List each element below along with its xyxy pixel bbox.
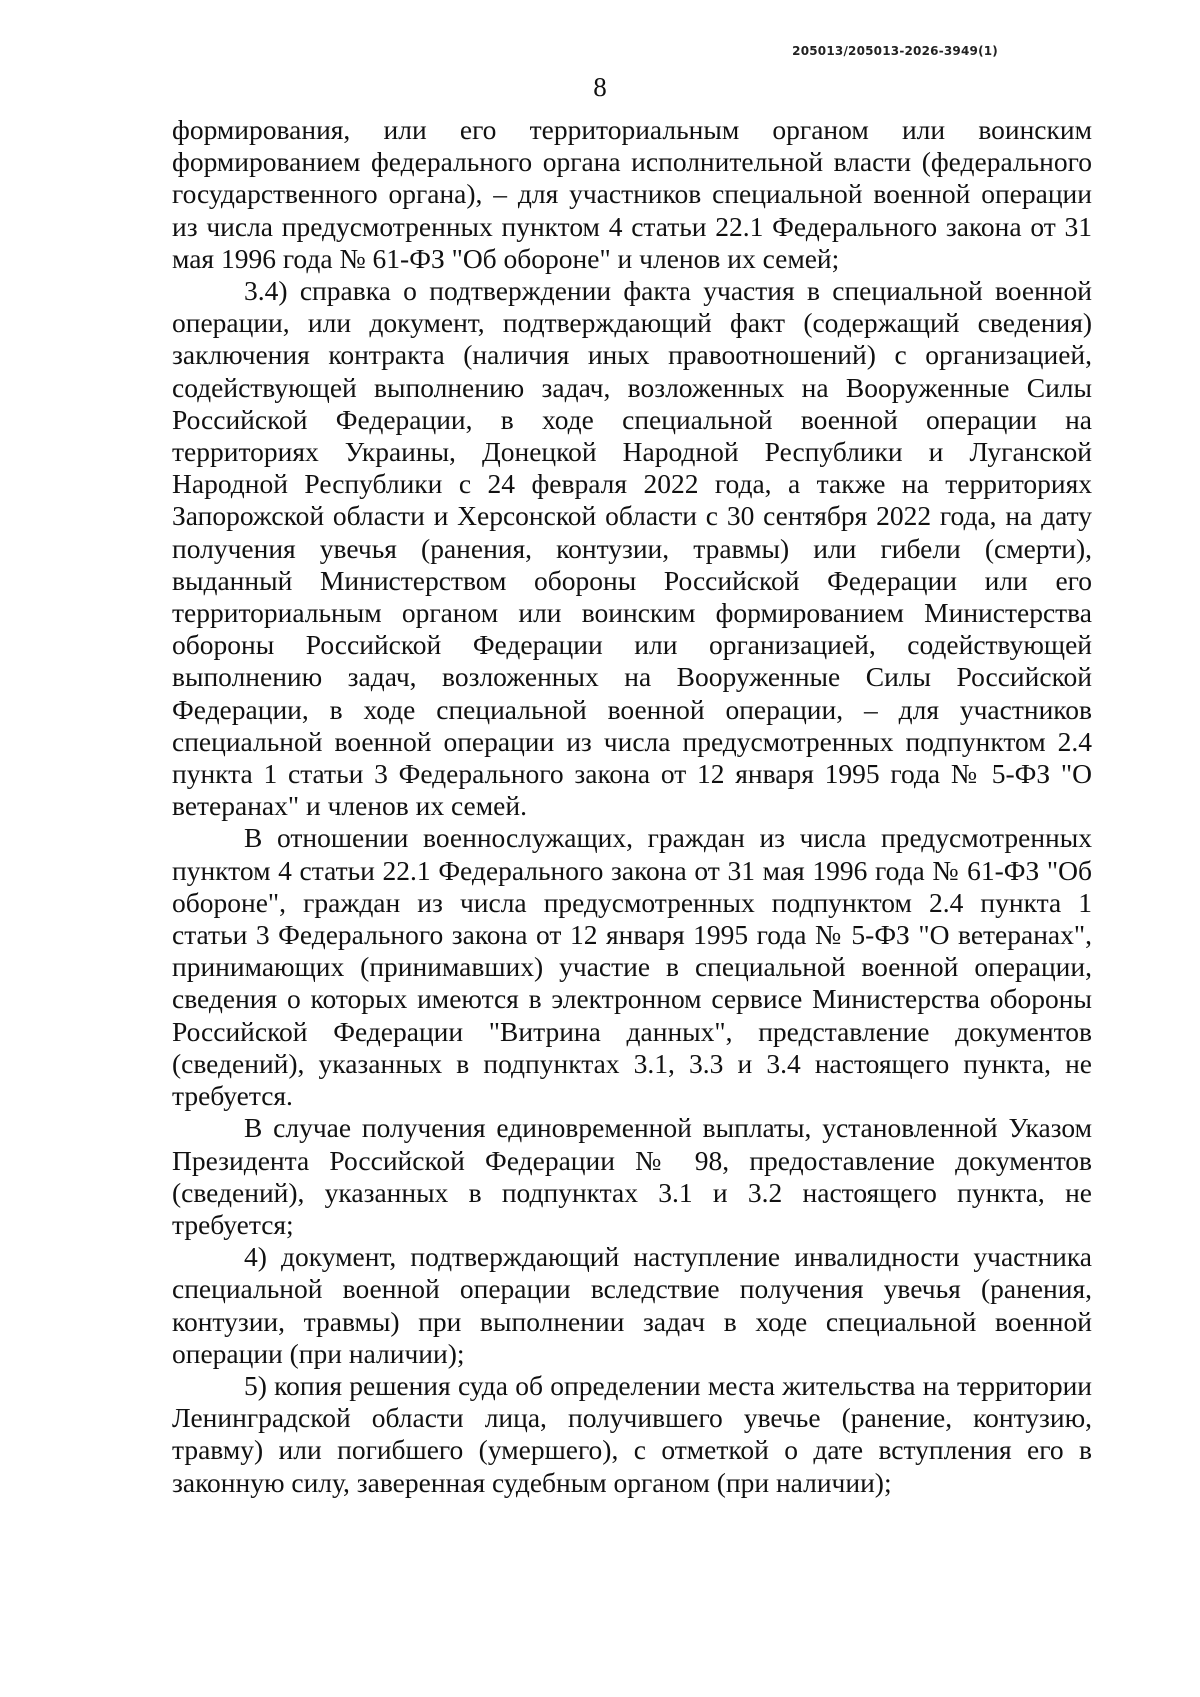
paragraph-military-exemption: В отношении военнослужащих, граждан из числа предусмотренных пунктом 4 статьи 22.1 Федерального закона от 31 мая 1996 года № 61-ФЗ "Об обороне", граждан из числа предусмотренных подпунктом 2.4 пункта 1 статьи 3 Федерального закона от 12 января 1995 года № 5-ФЗ "О ветеранах", принимающих (принимавших) участие в специальной военной операции, сведения о которых имеются в электронном сервисе Министерства обороны Российской Федерации "Витрина данных", представление документов (сведений), указанных в подпунктах 3.1, 3.3 и 3.4 настоящего пункта, не требуется. — [172, 822, 1092, 1112]
paragraph-payment-exemption: В случае получения единовременной выплаты, установленной Указом Президента Российской Федерации № 98, предоставление документов (сведений), указанных в подпунктах 3.1 и 3.2 настоящего пункта, не требуется; — [172, 1112, 1092, 1240]
document-id: 205013/205013-2026-3949(1) — [792, 44, 998, 58]
paragraph-item-4: 4) документ, подтверждающий наступление инвалидности участника специальной военной операции вследствие получения увечья (ранения, контузии, травмы) при выполнении задач в ходе специальной военной операции (при наличии); — [172, 1241, 1092, 1369]
paragraph-continuation: формирования, или его территориальным органом или воинским формированием федерального органа исполнительной власти (федерального государственного органа), – для участников специальной военной операции из числа предусмотренных пунктом 4 статьи 22.1 Федерального закона от 31 мая 1996 года № 61-ФЗ "Об обороне" и членов их семей; — [172, 114, 1092, 274]
paragraph-item-5: 5) копия решения суда об определении места жительства на территории Ленинградской области лица, получившего увечье (ранение, контузию, травму) или погибшего (умершего), с отметкой о дате вступления его в законную силу, заверенная судебным органом (при наличии); — [172, 1369, 1092, 1498]
page-number: 8 — [593, 72, 607, 102]
paragraph-item-3-4: 3.4) справка о подтверждении факта участия в специальной военной операции, или документ, подтверждающий факт (содержащий сведения) заключения контракта (наличия иных правоотношений) с организацией, содействующей выполнению задач, возложенных на Вооруженные Силы Российской Федерации, в ходе специальной военной операции на территориях Украины, Донецкой Народной Республики и Луганской Народной Республики с 24 февраля 2022 года, а также на территориях Запорожской области и Херсонской области с 30 сентября 2022 года, на дату получения увечья (ранения, контузии, травмы) или гибели (смерти), выданный Министерством обороны Российской Федерации или его территориальным органом или воинским формированием Министерства обороны Российской Федерации или организацией, содействующей выполнению задач, возложенных на Вооруженные Силы Российской Федерации, в ходе специальной военной операции, – для участников специальной военной операции из числа предусмотренных подпунктом 2.4 пункта 1 статьи 3 Федерального закона от 12 января 1995 года № 5-ФЗ "О ветеранах" и членов их семей. — [172, 275, 1092, 822]
document-body — [172, 114, 1092, 1499]
